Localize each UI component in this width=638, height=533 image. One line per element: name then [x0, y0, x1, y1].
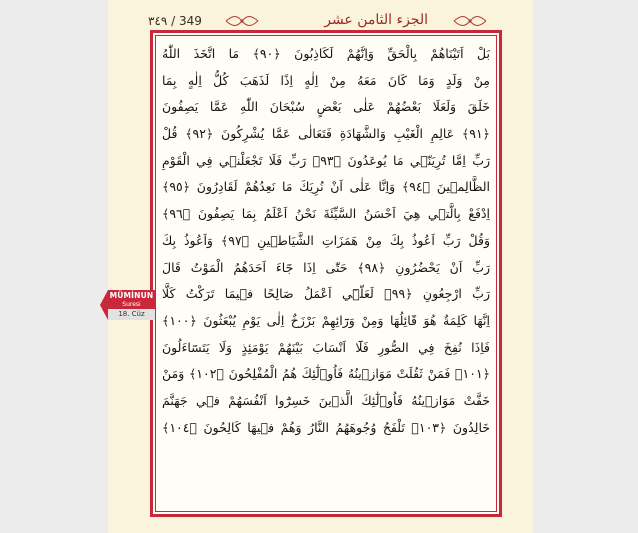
page-header: [108, 10, 533, 32]
verse-line: رَبِّ اِمَّا تُرِيَنّ۪ي مَا يُوعَدُونَ ﴿٩٣﴾ رَبِّ فَلَا تَجْعَلْن۪ي فِي الْقَوْمِ: [162, 152, 490, 168]
verse-line: ﴿٩١﴾ عَالِمِ الْغَيْبِ وَالشَّهَادَةِ فَتَعَالٰى عَمَّا يُشْرِكُونَ ﴿٩٢﴾ قُلْ: [162, 126, 490, 142]
verse-line: بَلْ اَتَيْنَاهُمْ بِالْحَقِّ وَاِنَّهُمْ لَكَاذِبُونَ ﴿٩٠﴾ مَا اتَّخَذَ اللّٰهُ: [162, 46, 490, 61]
verse-block: [162, 41, 490, 441]
verse-line: مِنْ وَلَدٍ وَمَا كَانَ مَعَهُ مِنْ اِلٰهٍ اِذًا لَذَهَبَ كُلُّ اِلٰهٍ بِمَا: [162, 72, 490, 88]
header-ornament-right-icon: [453, 15, 487, 27]
verse-line: اِنَّهَا كَلِمَةٌ هُوَ قَٓائِلُهَا وَمِنْ وَرَٓائِهِمْ بَرْزَخٌ اِلٰى يَوْمِ يُبْعَثُونَ ﴿١٠٠﴾: [162, 312, 490, 328]
header-ornament-left-icon: [225, 15, 259, 27]
page-number: ٣٤٩ / 349: [148, 14, 202, 28]
mushaf-page: [108, 0, 533, 533]
verse-line: وَقُلْ رَبِّ اَعُوذُ بِكَ مِنْ هَمَزَاتِ الشَّيَاط۪ينِ ﴿٩٧﴾ وَاَعُوذُ بِكَ: [162, 232, 490, 248]
sura-subtitle: Suresi: [122, 301, 141, 308]
verse-line: رَبِّ ارْجِعُونِ ﴿٩٩﴾ لَعَلّ۪ٓي اَعْمَلُ صَالِحًا ف۪يمَا تَرَكْتُ كَلَّا: [162, 286, 490, 302]
verse-line: خَالِدُونَ ﴿١٠٣﴾ تَلْفَحُ وُجُوهَهُمُ النَّارُ وَهُمْ ف۪يهَا كَالِحُونَ ﴿١٠٤﴾: [162, 419, 490, 435]
verse-line: فَاِذَا نُفِخَ فِي الصُّورِ فَلَٓا اَنْسَابَ بَيْنَهُمْ يَوْمَئِذٍ وَلَا يَتَسَٓاءَلُونَ: [162, 339, 490, 355]
sura-name: MÜMİNUN: [109, 291, 154, 300]
verse-line: ﴿١٠١﴾ فَمَنْ ثَقُلَتْ مَوَاز۪ينُهُ فَاُو۬لٰٓئِكَ هُمُ الْمُفْلِحُونَ ﴿١٠٢﴾ وَمَنْ: [162, 366, 490, 382]
juz-label: 18. Cüz: [108, 309, 155, 320]
verse-line: الظَّالِم۪ينَ ﴿٩٤﴾ وَاِنَّا عَلٰى اَنْ نُرِيَكَ مَا نَعِدُهُمْ لَقَادِرُونَ ﴿٩٥﴾: [162, 179, 490, 195]
sura-tab[interactable]: [108, 290, 155, 320]
juz-title: الجزء الثامن عشر: [324, 12, 428, 28]
verse-line: خَفَّتْ مَوَاز۪ينُهُ فَاُو۬لٰٓئِكَ الَّذ۪ينَ خَسِرُٓوا اَنْفُسَهُمْ ف۪ي جَهَنَّمَ: [162, 392, 490, 408]
verse-line: رَبِّ اَنْ يَحْضُرُونِ ﴿٩٨﴾ حَتّٰى اِذَا جَٓاءَ اَحَدَهُمُ الْمَوْتُ قَالَ: [162, 259, 490, 275]
text-frame: [150, 30, 502, 517]
verse-line: خَلَقَ وَلَعَلَا بَعْضُهُمْ عَلٰى بَعْضٍ سُبْحَانَ اللّٰهِ عَمَّا يَصِفُونَ: [162, 99, 490, 115]
verse-line: اِدْفَعْ بِالَّت۪ي هِيَ اَحْسَنُ السَّيِّئَةَ نَحْنُ اَعْلَمُ بِمَا يَصِفُونَ ﴿٩٦﴾: [162, 206, 490, 222]
sura-name-label: [108, 290, 155, 309]
tab-notch: [100, 290, 108, 320]
